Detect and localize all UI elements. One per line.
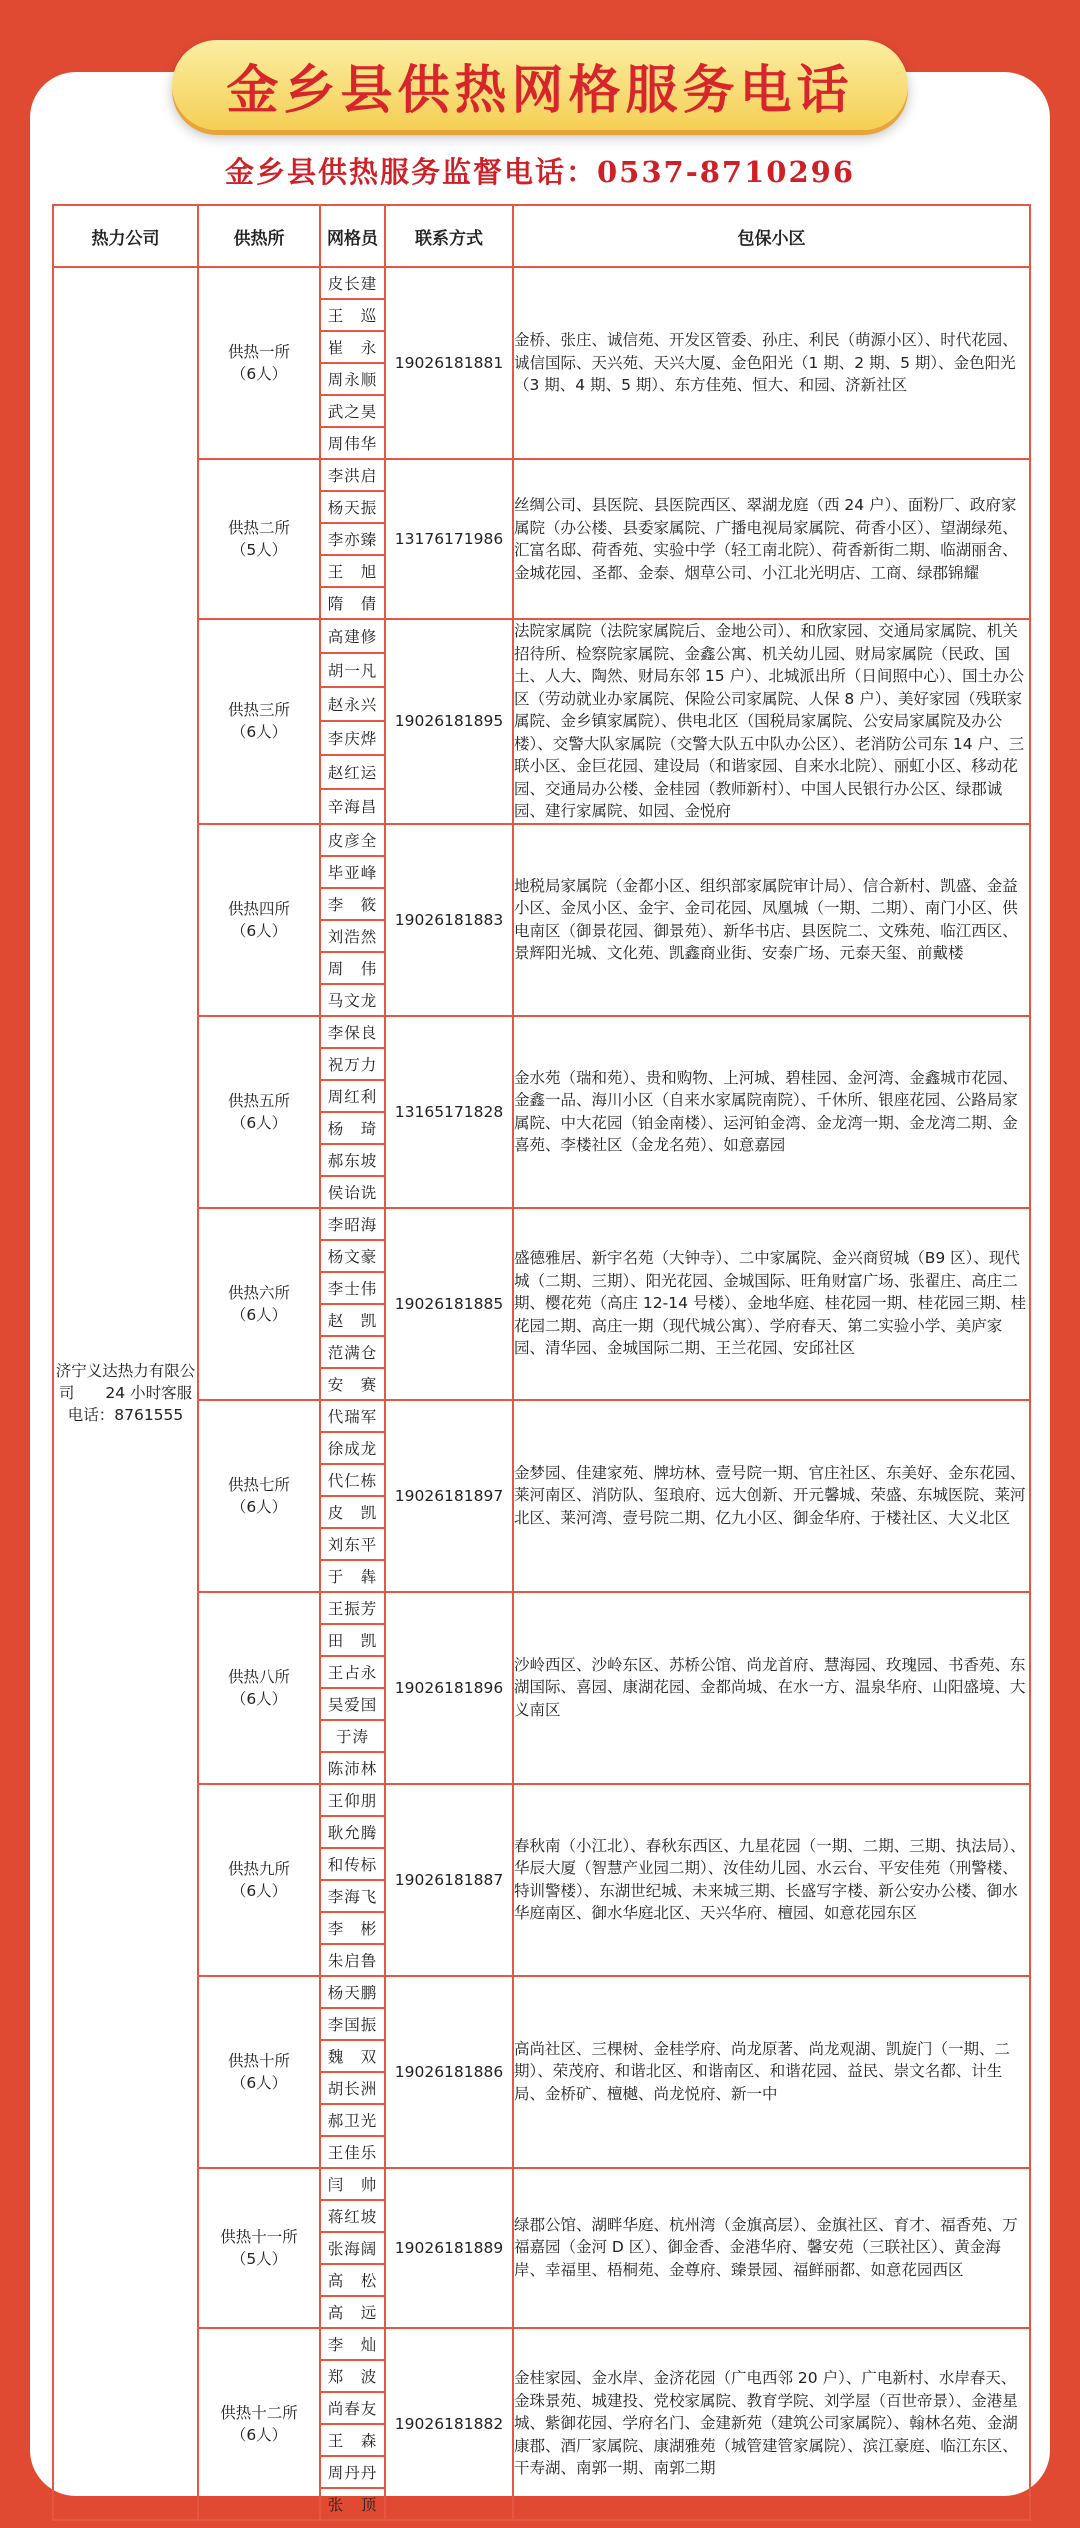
grid-member: 周永顺 — [320, 363, 385, 395]
covered-areas: 绿郡公馆、湖畔华庭、杭州湾（金旗高层）、金旗社区、育才、福香苑、万福嘉园（金河 D 区）、御金香、金港华府、馨安苑（三联社区）、黄金海岸、幸福里、梧桐苑、金尊府、臻景园、福鲜丽都、如意花园西区 — [513, 2168, 1030, 2328]
covered-areas: 地税局家属院（金都小区、组织部家属院审计局）、信合新村、凯盛、金益小区、金凤小区、金宇、金司花园、凤凰城（一期、二期）、南门小区、供电南区（御景花园、御景苑）、新华书店、县医院二、文殊苑、临江西区、景辉阳光城、文化苑、凯鑫商业街、安泰广场、元泰天玺、前戴楼 — [513, 824, 1030, 1016]
grid-member: 侯诒诜 — [320, 1176, 385, 1208]
grid-member: 李 彬 — [320, 1912, 385, 1944]
station-staff-count: （6人） — [230, 1497, 288, 1516]
grid-member: 胡一凡 — [320, 653, 385, 687]
contact-phone[interactable]: 19026181882 — [385, 2328, 513, 2520]
station-name: 供热十二所 — [220, 2403, 298, 2422]
grid-member: 安 赛 — [320, 1368, 385, 1400]
grid-member: 隋 倩 — [320, 587, 385, 619]
grid-member: 皮 凯 — [320, 1496, 385, 1528]
contact-phone[interactable]: 19026181885 — [385, 1208, 513, 1400]
grid-member: 于 犇 — [320, 1560, 385, 1592]
grid-member: 皮彦全 — [320, 824, 385, 856]
grid-member: 闫 帅 — [320, 2168, 385, 2200]
grid-member: 张海阔 — [320, 2232, 385, 2264]
station-staff-count: （6人） — [230, 1689, 288, 1708]
grid-member: 王 森 — [320, 2424, 385, 2456]
grid-member: 吴爱国 — [320, 1688, 385, 1720]
grid-member: 王占永 — [320, 1656, 385, 1688]
grid-member: 皮长建 — [320, 267, 385, 299]
table-row — [53, 824, 1030, 856]
station-staff-count: （6人） — [230, 365, 288, 383]
grid-member: 祝万力 — [320, 1048, 385, 1080]
table-row — [53, 1400, 1030, 1432]
contact-phone[interactable]: 19026181886 — [385, 1976, 513, 2168]
station-cell — [198, 459, 320, 619]
station-name: 供热一所 — [227, 343, 290, 361]
grid-member: 高 远 — [320, 2296, 385, 2328]
table-row — [53, 2168, 1030, 2200]
station-name: 供热七所 — [227, 1475, 290, 1494]
covered-areas: 丝绸公司、县医院、县医院西区、翠湖龙庭（西 24 户）、面粉厂、政府家属院（办公楼、县委家属院、广播电视局家属院、荷香小区）、望湖绿苑、汇富名邸、荷香苑、实验中学（轻工南北院）、荷香新街二期、临湖丽舍、金城花园、圣都、金泰、烟草公司、小江北光明店、工商、绿郡锦耀 — [513, 459, 1030, 619]
header-areas: 包保小区 — [513, 205, 1030, 267]
grid-member: 田 凯 — [320, 1624, 385, 1656]
covered-areas: 金水苑（瑞和苑）、贵和购物、上河城、碧桂园、金河湾、金鑫城市花园、金鑫一品、海川小区（自来水家属院南院）、千休所、银座花园、公路局家属院、中大花园（铂金南楼）、运河铂金湾、金龙湾一期、金龙湾二期、金喜苑、李楼社区（金龙名苑）、如意嘉园 — [513, 1016, 1030, 1208]
table-row — [53, 1784, 1030, 1816]
grid-member: 李亦臻 — [320, 523, 385, 555]
table-row — [53, 2328, 1030, 2360]
grid-member: 王振芳 — [320, 1592, 385, 1624]
table-row — [53, 459, 1030, 491]
grid-member: 魏 双 — [320, 2040, 385, 2072]
station-name: 供热四所 — [227, 899, 290, 918]
grid-member: 马文龙 — [320, 984, 385, 1016]
grid-member: 杨天振 — [320, 491, 385, 523]
station-cell — [198, 1976, 320, 2168]
grid-member: 代仁栋 — [320, 1464, 385, 1496]
station-name: 供热九所 — [227, 1859, 290, 1878]
grid-member: 李国振 — [320, 2008, 385, 2040]
table-row — [53, 619, 1030, 653]
grid-member: 王佳乐 — [320, 2136, 385, 2168]
station-name: 供热二所 — [227, 519, 290, 537]
grid-member: 崔 永 — [320, 331, 385, 363]
covered-areas: 法院家属院（法院家属院后、金地公司）、和欣家园、交通局家属院、机关招待所、检察院家属院、金鑫公寓、机关幼儿园、财局家属院（民政、国土、人大、陶然、财局东邻 15 户）、北城派出所（日间照中心）、国土办公区（劳动就业办家属院、保险公司家属院、人保 8 户）、美好家园（残联家属院、金乡镇家属院）、供电北区（国税局家属院、公安局家属院及办公楼）、交警大队家属院（交警大队五中队办公区）、老消防公司东 14 户、三联小区、金巨花园、建设局（和谐家园、自来水北院）、丽虹小区、移动花园、交通局办公楼、金桂园（教师新村）、中国人民银行办公区、绿郡诚园、建行家属院、如园、金悦府 — [513, 619, 1030, 824]
station-staff-count: （6人） — [230, 2073, 288, 2092]
header-station: 供热所 — [198, 205, 320, 267]
grid-member: 和传标 — [320, 1848, 385, 1880]
contact-phone[interactable]: 19026181895 — [385, 619, 513, 824]
station-cell — [198, 1592, 320, 1784]
banner-title: 金乡县供热网格服务电话 — [226, 59, 854, 121]
grid-member: 李庆烨 — [320, 721, 385, 755]
grid-member: 杨天鹏 — [320, 1976, 385, 2008]
station-cell — [198, 1016, 320, 1208]
table-row — [53, 1208, 1030, 1240]
covered-areas: 金桥、张庄、诚信苑、开发区管委、孙庄、利民（萌源小区）、时代花园、诚信国际、天兴苑、天兴大厦、金色阳光（1 期、2 期、5 期）、金色阳光（3 期、4 期、5 期）、东方佳苑、恒大、和园、济新社区 — [513, 267, 1030, 459]
grid-member: 胡长洲 — [320, 2072, 385, 2104]
station-name: 供热五所 — [227, 1091, 290, 1110]
header-company: 热力公司 — [53, 205, 198, 267]
grid-member: 王仰朋 — [320, 1784, 385, 1816]
table-row — [53, 1976, 1030, 2008]
grid-member: 徐成龙 — [320, 1432, 385, 1464]
grid-member: 高 松 — [320, 2264, 385, 2296]
station-name: 供热八所 — [227, 1667, 290, 1686]
covered-areas: 沙岭西区、沙岭东区、苏桥公馆、尚龙首府、慧海园、玫瑰园、书香苑、东湖国际、喜园、康湖花园、金都尚城、在水一方、温泉华府、山阳盛境、大义南区 — [513, 1592, 1030, 1784]
station-cell — [198, 267, 320, 459]
station-name: 供热六所 — [227, 1283, 290, 1302]
station-name: 供热十一所 — [220, 2227, 298, 2246]
station-staff-count: （6人） — [230, 921, 288, 940]
grid-member: 李保良 — [320, 1016, 385, 1048]
grid-member: 陈沛林 — [320, 1752, 385, 1784]
contact-phone[interactable]: 19026181896 — [385, 1592, 513, 1784]
grid-member: 杨文豪 — [320, 1240, 385, 1272]
grid-member: 郝卫光 — [320, 2104, 385, 2136]
contact-phone[interactable]: 13165171828 — [385, 1016, 513, 1208]
station-cell — [198, 2168, 320, 2328]
contact-phone[interactable]: 19026181889 — [385, 2168, 513, 2328]
table-row — [53, 1592, 1030, 1624]
grid-member: 赵 凯 — [320, 1304, 385, 1336]
grid-member: 周伟华 — [320, 427, 385, 459]
grid-member: 张 顶 — [320, 2488, 385, 2520]
grid-member: 周 伟 — [320, 952, 385, 984]
grid-member: 毕亚峰 — [320, 856, 385, 888]
station-staff-count: （6人） — [230, 1305, 288, 1324]
grid-member: 郑 波 — [320, 2360, 385, 2392]
grid-member: 武之昊 — [320, 395, 385, 427]
covered-areas: 盛德雅居、新宇名苑（大钟寺）、二中家属院、金兴商贸城（B9 区）、现代城（二期、三期）、阳光花园、金城国际、旺角财富广场、张翟庄、高庄二期、樱花苑（高庄 12-14 号楼）、金地华庭、桂花园一期、桂花园三期、桂花园二期、高庄一期（现代城公寓）、学府春天、第二实验小学、美庐家园、清华园、金城国际二期、王兰花园、安邱社区 — [513, 1208, 1030, 1400]
station-staff-count: （6人） — [230, 2425, 288, 2444]
grid-member: 辛海昌 — [320, 789, 385, 823]
grid-member: 郝东坡 — [320, 1144, 385, 1176]
station-cell — [198, 1784, 320, 1976]
station-staff-count: （5人） — [230, 541, 288, 559]
company-cell: 济宁义达热力有限公司 24 小时客服电话：8761555 — [53, 267, 198, 2520]
station-staff-count: （6人） — [230, 1881, 288, 1900]
station-cell — [198, 1208, 320, 1400]
service-table — [52, 204, 1031, 2521]
covered-areas: 金梦园、佳建家苑、牌坊林、壹号院一期、官庄社区、东美好、金东花园、莱河南区、消防队、玺琅府、远大创新、开元馨城、荣盛、东城医院、莱河北区、莱河湾、壹号院二期、亿九小区、御金华府、于楼社区、大义北区 — [513, 1400, 1030, 1592]
grid-member: 周丹丹 — [320, 2456, 385, 2488]
station-name: 供热十所 — [227, 2051, 290, 2070]
station-cell — [198, 824, 320, 1016]
grid-member: 朱启鲁 — [320, 1944, 385, 1976]
grid-member: 于涛 — [320, 1720, 385, 1752]
grid-member: 王 巡 — [320, 299, 385, 331]
grid-member: 赵永兴 — [320, 687, 385, 721]
grid-member: 刘东平 — [320, 1528, 385, 1560]
grid-member: 赵红运 — [320, 755, 385, 789]
station-cell — [198, 1400, 320, 1592]
grid-member: 尚春友 — [320, 2392, 385, 2424]
supervision-hotline: 金乡县供热服务监督电话：0537-8710296 — [225, 155, 855, 189]
grid-member: 高建修 — [320, 619, 385, 653]
grid-member: 李昭海 — [320, 1208, 385, 1240]
station-staff-count: （5人） — [230, 2249, 288, 2268]
header-contact: 联系方式 — [385, 205, 513, 267]
contact-phone[interactable]: 19026181897 — [385, 1400, 513, 1592]
grid-member: 王 旭 — [320, 555, 385, 587]
grid-member: 周红利 — [320, 1080, 385, 1112]
title-banner — [172, 40, 908, 130]
grid-member: 代瑞军 — [320, 1400, 385, 1432]
station-name: 供热三所 — [227, 701, 290, 720]
grid-member: 李 灿 — [320, 2328, 385, 2360]
grid-member: 耿允腾 — [320, 1816, 385, 1848]
grid-member: 蒋红坡 — [320, 2200, 385, 2232]
grid-member: 李士伟 — [320, 1272, 385, 1304]
grid-member: 李 筱 — [320, 888, 385, 920]
contact-phone[interactable]: 19026181883 — [385, 824, 513, 1016]
station-staff-count: （6人） — [230, 1113, 288, 1132]
covered-areas: 高尚社区、三棵树、金桂学府、尚龙原著、尚龙观湖、凯旋门（一期、二期）、荣茂府、和谐北区、和谐南区、和谐花园、益民、崇文名都、计生局、金桥矿、檀樾、尚龙悦府、新一中 — [513, 1976, 1030, 2168]
contact-phone[interactable]: 13176171986 — [385, 459, 513, 619]
station-staff-count: （6人） — [230, 723, 288, 742]
covered-areas: 金桂家园、金水岸、金济花园（广电西邻 20 户）、广电新村、水岸春天、金珠景苑、城建投、党校家属院、教育学院、刘学屋（百世帝景）、金港星城、紫御花园、学府名门、金建新苑（建筑公司家属院）、翰林名苑、金湖康郡、酒厂家属院、康湖雅苑（城管建管家属院）、滨江豪庭、临江东区、干寿湖、南郭一期、南郭二期 — [513, 2328, 1030, 2520]
covered-areas: 春秋南（小江北）、春秋东西区、九星花园（一期、二期、三期、执法局）、华辰大厦（智慧产业园二期）、汝佳幼儿园、水云台、平安佳苑（刑警楼、特训警楼）、东湖世纪城、未来城三期、长盛写字楼、新公安办公楼、御水华庭南区、御水华庭北区、天兴华府、檀园、如意花园东区 — [513, 1784, 1030, 1976]
contact-phone[interactable]: 19026181887 — [385, 1784, 513, 1976]
grid-member: 李海飞 — [320, 1880, 385, 1912]
station-cell — [198, 619, 320, 824]
grid-member: 李洪启 — [320, 459, 385, 491]
table-row — [53, 267, 1030, 299]
station-cell — [198, 2328, 320, 2520]
grid-member: 范满仓 — [320, 1336, 385, 1368]
header-grid-member: 网格员 — [320, 205, 385, 267]
contact-phone[interactable]: 19026181881 — [385, 267, 513, 459]
table-header-row — [53, 205, 1030, 267]
table-row — [53, 1016, 1030, 1048]
grid-member: 刘浩然 — [320, 920, 385, 952]
grid-member: 杨 琦 — [320, 1112, 385, 1144]
